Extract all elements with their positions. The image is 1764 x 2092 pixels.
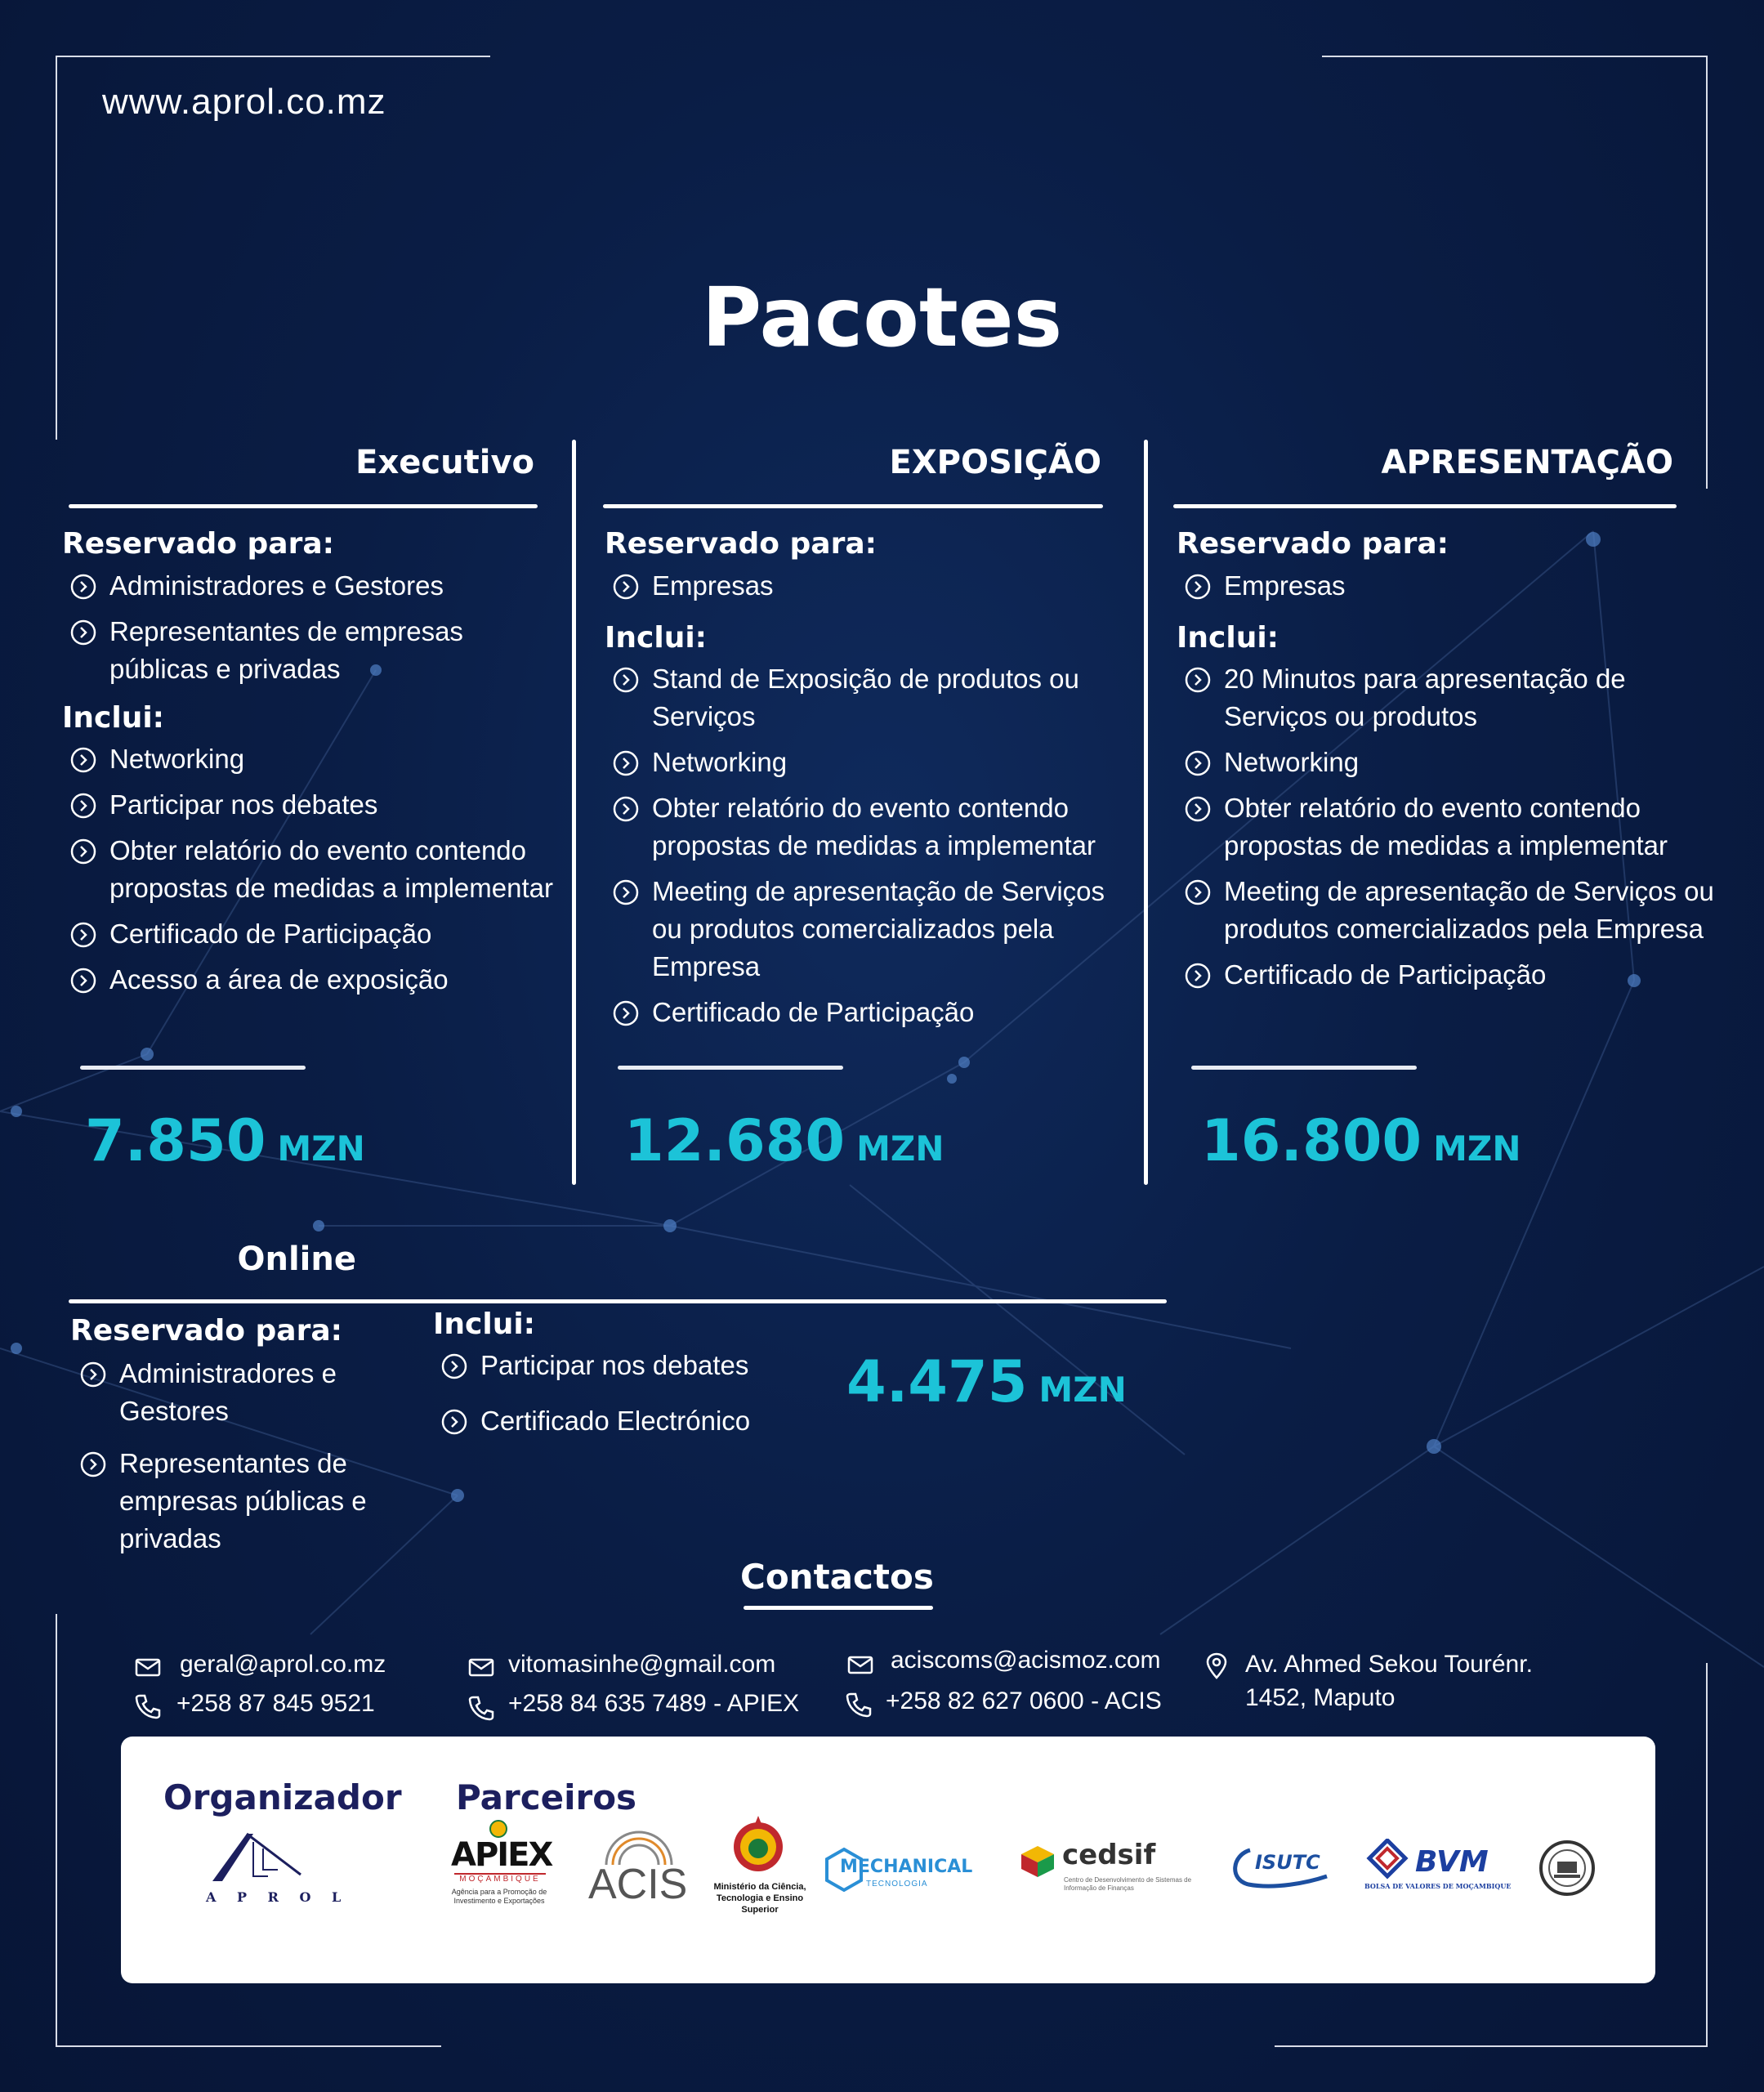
cedsif-cube-icon bbox=[1020, 1844, 1056, 1879]
reserved-list bbox=[1178, 567, 1717, 613]
contact-phone[interactable]: +258 82 627 0600 - ACIS bbox=[886, 1687, 1162, 1714]
bvm-logo: BVM bbox=[1415, 1845, 1489, 1879]
column-divider bbox=[572, 440, 576, 1185]
chevron-circle-icon bbox=[70, 838, 96, 865]
includes-label: Inclui: bbox=[62, 701, 165, 735]
reserved-list bbox=[64, 567, 570, 696]
frame-line-top-left bbox=[56, 56, 490, 57]
chevron-circle-icon bbox=[70, 574, 96, 600]
frame-line-right-lower bbox=[1706, 1663, 1708, 2047]
list-item: Administradores e Gestores bbox=[74, 1355, 400, 1430]
price-divider bbox=[1191, 1066, 1417, 1070]
chevron-circle-icon bbox=[613, 667, 639, 693]
package-price: 4.475 MZN bbox=[846, 1348, 1127, 1415]
chevron-circle-icon bbox=[1185, 667, 1211, 693]
chevron-circle-icon bbox=[1185, 750, 1211, 776]
list-item: Obter relatório do evento contendo propostas de medidas a implementar bbox=[606, 789, 1137, 865]
mozambique-emblem-icon bbox=[726, 1813, 791, 1878]
list-item: Participar nos debates bbox=[435, 1347, 843, 1384]
mail-icon bbox=[467, 1653, 495, 1681]
chevron-circle-icon bbox=[1185, 963, 1211, 989]
list-item: Networking bbox=[1178, 744, 1717, 781]
phone-icon bbox=[467, 1694, 495, 1722]
location-pin-icon bbox=[1203, 1652, 1230, 1680]
chevron-circle-icon bbox=[1185, 879, 1211, 905]
package-price: 12.680 MZN bbox=[624, 1107, 945, 1174]
chevron-circle-icon bbox=[441, 1409, 467, 1435]
address-line: Av. Ahmed Sekou Tourénr. bbox=[1245, 1651, 1533, 1678]
partners-label: Parceiros bbox=[456, 1777, 637, 1817]
institution-seal-icon bbox=[1538, 1839, 1597, 1898]
package-title-executivo: Executivo bbox=[355, 444, 534, 481]
reserved-label: Reservado para: bbox=[62, 527, 335, 561]
website-url[interactable]: www.aprol.co.mz bbox=[102, 82, 386, 122]
mail-icon bbox=[846, 1651, 874, 1679]
phone-icon bbox=[134, 1692, 162, 1720]
package-underline bbox=[603, 504, 1103, 508]
aprol-logo bbox=[204, 1830, 310, 1898]
reserved-label: Reservado para: bbox=[605, 527, 878, 561]
list-item: Representantes de empresas públicas e privadas bbox=[64, 613, 567, 688]
frame-line-left-upper bbox=[56, 56, 57, 440]
chevron-circle-icon bbox=[613, 750, 639, 776]
chevron-circle-icon bbox=[613, 1000, 639, 1026]
list-item: Stand de Exposição de produtos ou Serviços bbox=[606, 660, 1137, 735]
frame-line-bottom-left bbox=[56, 2045, 441, 2047]
contacts-underline bbox=[744, 1606, 933, 1610]
list-item: Meeting de apresentação de Serviços ou produtos comercializados pela Empresa bbox=[1178, 873, 1717, 948]
acis-logo: ACIS bbox=[588, 1861, 688, 1908]
bvm-diamond-icon bbox=[1366, 1839, 1412, 1880]
aprol-logo-text: A P R O L bbox=[206, 1889, 350, 1905]
list-item: Participar nos debates bbox=[64, 786, 570, 824]
includes-list bbox=[606, 660, 1137, 1039]
column-divider bbox=[1144, 440, 1148, 1185]
mechanical-logo-sub: TECNOLOGIA bbox=[866, 1880, 928, 1889]
mechanical-logo: MECHANICAL bbox=[840, 1857, 973, 1877]
list-item: Certificado Electrónico bbox=[435, 1402, 843, 1440]
list-item: Acesso a área de exposição bbox=[64, 961, 570, 999]
price-divider bbox=[80, 1066, 306, 1070]
price-divider bbox=[618, 1066, 843, 1070]
address-line: 1452, Maputo bbox=[1245, 1684, 1396, 1711]
reserved-list bbox=[74, 1355, 400, 1566]
package-underline bbox=[69, 1299, 1167, 1303]
contact-phone[interactable]: +258 84 635 7489 - APIEX bbox=[508, 1690, 800, 1717]
chevron-circle-icon bbox=[80, 1361, 106, 1388]
package-title-apresentacao: APRESENTAÇÃO bbox=[1381, 444, 1673, 481]
list-item: 20 Minutos para apresentação de Serviços ou produtos bbox=[1178, 660, 1717, 735]
package-title-online: Online bbox=[237, 1240, 356, 1278]
contacts-title: Contactos bbox=[740, 1557, 934, 1597]
includes-list bbox=[435, 1347, 843, 1448]
includes-list bbox=[64, 740, 570, 1007]
organizer-label: Organizador bbox=[163, 1777, 402, 1817]
chevron-circle-icon bbox=[1185, 574, 1211, 600]
mail-icon bbox=[134, 1653, 162, 1681]
apiex-logo-caption: Agência para a Promoção de Investimento e Exportações bbox=[451, 1888, 547, 1905]
list-item: Obter relatório do evento contendo propostas de medidas a implementar bbox=[1178, 789, 1717, 865]
chevron-circle-icon bbox=[613, 574, 639, 600]
list-item: Networking bbox=[606, 744, 1137, 781]
frame-line-top-right bbox=[1322, 56, 1708, 57]
list-item: Networking bbox=[64, 740, 570, 778]
list-item: Certificado de Participação bbox=[1178, 956, 1717, 994]
page-title: Pacotes bbox=[701, 270, 1063, 365]
contact-email[interactable]: aciscoms@acismoz.com bbox=[891, 1647, 1161, 1674]
chevron-circle-icon bbox=[441, 1353, 467, 1379]
isutc-logo: ISUTC bbox=[1255, 1851, 1320, 1874]
cedsif-logo-sub: Centro de Desenvolvimento de Sistemas de Informação de Finanças bbox=[1064, 1876, 1192, 1892]
package-underline bbox=[1173, 504, 1677, 508]
reserved-list bbox=[606, 567, 1137, 613]
package-title-exposicao: EXPOSIÇÃO bbox=[889, 444, 1101, 481]
chevron-circle-icon bbox=[70, 793, 96, 819]
list-item: Certificado de Participação bbox=[64, 915, 570, 953]
includes-list bbox=[1178, 660, 1717, 1002]
list-item: Empresas bbox=[606, 567, 1137, 605]
list-item: Certificado de Participação bbox=[606, 994, 1137, 1031]
chevron-circle-icon bbox=[613, 879, 639, 905]
contact-email[interactable]: vitomasinhe@gmail.com bbox=[508, 1651, 776, 1678]
includes-label: Inclui: bbox=[433, 1308, 536, 1341]
frame-line-bottom-right bbox=[1275, 2045, 1708, 2047]
phone-icon bbox=[845, 1691, 873, 1719]
list-item: Meeting de apresentação de Serviços ou produtos comercializados pela Empresa bbox=[606, 873, 1137, 986]
reserved-label: Reservado para: bbox=[70, 1314, 343, 1348]
list-item: Administradores e Gestores bbox=[64, 567, 570, 605]
package-underline bbox=[69, 504, 538, 508]
frame-line-left-lower bbox=[56, 1614, 57, 2047]
list-item: Obter relatório do evento contendo propostas de medidas a implementar bbox=[64, 832, 570, 907]
chevron-circle-icon bbox=[70, 922, 96, 948]
reserved-label: Reservado para: bbox=[1177, 527, 1449, 561]
ministerio-logo: Ministério da Ciência, Tecnologia e Ensino Superior bbox=[713, 1882, 806, 1915]
bvm-logo-sub: BOLSA DE VALORES DE MOÇAMBIQUE bbox=[1364, 1882, 1512, 1890]
includes-label: Inclui: bbox=[605, 621, 708, 655]
package-price: 7.850 MZN bbox=[85, 1107, 365, 1174]
contact-phone[interactable]: +258 87 845 9521 bbox=[176, 1690, 375, 1717]
chevron-circle-icon bbox=[1185, 796, 1211, 822]
contact-email[interactable]: geral@aprol.co.mz bbox=[180, 1651, 386, 1678]
package-price: 16.800 MZN bbox=[1201, 1107, 1521, 1174]
apiex-logo-sub: MOÇAMBIQUE bbox=[454, 1873, 546, 1884]
chevron-circle-icon bbox=[613, 796, 639, 822]
apiex-logo: APIEX bbox=[451, 1836, 552, 1874]
cedsif-logo: cedsif bbox=[1062, 1839, 1156, 1871]
chevron-circle-icon bbox=[70, 968, 96, 994]
includes-label: Inclui: bbox=[1177, 621, 1279, 655]
list-item: Representantes de empresas públicas e privadas bbox=[74, 1445, 400, 1558]
chevron-circle-icon bbox=[70, 747, 96, 773]
chevron-circle-icon bbox=[70, 619, 96, 646]
list-item: Empresas bbox=[1178, 567, 1717, 605]
chevron-circle-icon bbox=[80, 1451, 106, 1477]
